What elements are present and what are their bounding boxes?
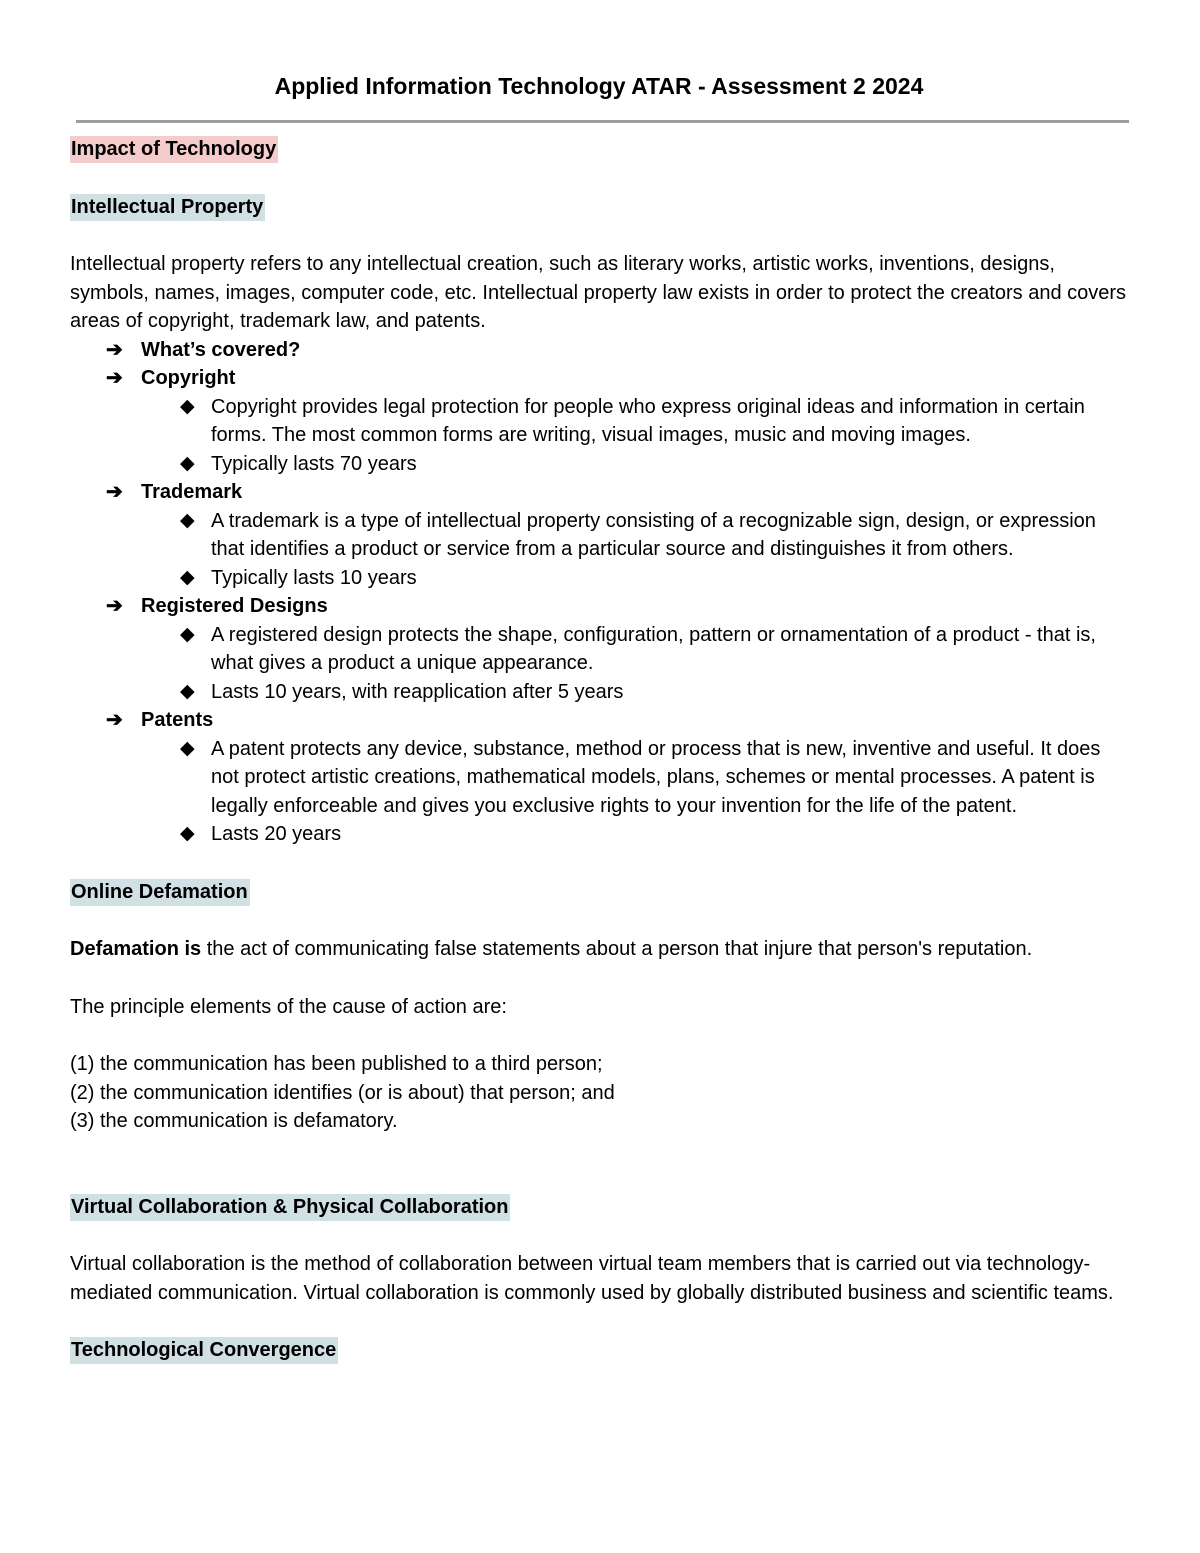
list-item <box>176 735 1128 821</box>
list-item-patents <box>106 706 1128 849</box>
defamation-element: (2) the communication identifies (or is about) that person; and <box>70 1081 615 1104</box>
impact-section <box>70 135 1128 164</box>
list-item <box>176 564 1128 593</box>
registered-designs-sublist <box>141 621 1128 707</box>
diamond-bullet-icon: ◆ <box>180 452 195 474</box>
arrow-right-icon: ➔ <box>106 709 123 731</box>
diamond-bullet-icon: ◆ <box>180 680 195 702</box>
defamation-heading: Online Defamation <box>70 879 250 906</box>
registered-designs-item-text: A registered design protects the shape, configuration, pattern or ornamentation of a product - that is, what gives a product a unique appearance. <box>211 623 1096 674</box>
collaboration-heading: Virtual Collaboration & Physical Collaboration <box>70 1194 510 1221</box>
collaboration-paragraph: Virtual collaboration is the method of collaboration between virtual team members that is carried out via technology-mediated communication. Virtual collaboration is commonly used by globally distributed business and scientific teams. <box>70 1253 1114 1304</box>
ip-section <box>70 193 1128 222</box>
list-item <box>176 507 1128 564</box>
diamond-bullet-icon: ◆ <box>180 623 195 645</box>
list-item-trademark <box>106 478 1128 592</box>
defamation-intro: The principle elements of the cause of action are: <box>70 995 507 1018</box>
defamation-element: (1) the communication has been published to a third person; <box>70 1053 603 1075</box>
document-title: Applied Information Technology ATAR - Assessment 2 2024 <box>274 73 924 99</box>
list-item-registered-designs <box>106 592 1128 706</box>
trademark-item-text: A trademark is a type of intellectual property consisting of a recognizable sign, design, or expression that identifies a product or service from a particular source and distinguishes it from others. <box>211 509 1096 560</box>
defamation-definition: the act of communicating false statements about a person that injure that person's reputation. <box>201 938 1033 960</box>
impact-heading: Impact of Technology <box>70 136 278 163</box>
list-item <box>176 678 1128 707</box>
arrow-right-icon: ➔ <box>106 481 123 503</box>
diamond-bullet-icon: ◆ <box>180 395 195 417</box>
list-item <box>176 621 1128 678</box>
patents-sublist <box>141 735 1128 849</box>
trademark-sublist <box>141 507 1128 593</box>
trademark-label: Trademark <box>141 481 243 503</box>
defamation-definition-paragraph <box>70 935 1128 964</box>
copyright-sublist <box>141 393 1128 479</box>
copyright-item-text: Copyright provides legal protection for people who express original ideas and information in certain forms. The most common forms are writing, visual images, music and moving images. <box>211 395 1085 446</box>
whats-covered-label: What’s covered? <box>141 338 301 361</box>
ip-list <box>70 336 1128 849</box>
defamation-section <box>70 878 1128 907</box>
registered-designs-label: Registered Designs <box>141 595 328 617</box>
copyright-item-text: Typically lasts 70 years <box>211 452 417 475</box>
diamond-bullet-icon: ◆ <box>180 823 195 844</box>
arrow-right-icon: ➔ <box>106 595 123 617</box>
collaboration-section <box>70 1193 1128 1222</box>
arrow-right-icon: ➔ <box>106 338 123 361</box>
trademark-item-text: Typically lasts 10 years <box>211 566 417 589</box>
copyright-label: Copyright <box>141 367 236 389</box>
diamond-bullet-icon: ◆ <box>180 737 195 759</box>
defamation-term: Defamation is <box>70 938 202 960</box>
list-item-copyright <box>106 364 1128 478</box>
defamation-element: (3) the communication is defamatory. <box>70 1110 398 1132</box>
patents-item-text: Lasts 20 years <box>211 823 342 845</box>
list-item <box>176 450 1128 479</box>
patents-label: Patents <box>141 709 214 731</box>
diamond-bullet-icon: ◆ <box>180 566 195 588</box>
list-item <box>176 393 1128 450</box>
convergence-section <box>70 1336 1128 1365</box>
convergence-heading: Technological Convergence <box>70 1337 338 1364</box>
ip-paragraph: Intellectual property refers to any intellectual creation, such as literary works, artistic works, inventions, designs, symbols, names, images, computer code, etc. Intellectual property law exists in order to protect the creators and covers areas of copyright, trademark law, and patents. <box>70 253 1127 332</box>
arrow-right-icon: ➔ <box>106 367 123 389</box>
patents-item-text: A patent protects any device, substance, method or process that is new, inventive and useful. It does not protect artistic creations, mathematical models, plans, schemes or mental processes. A patent is legally enforceable and gives you exclusive rights to your invention for the life of the patent. <box>211 737 1101 817</box>
registered-designs-item-text: Lasts 10 years, with reapplication after 5 years <box>211 680 624 703</box>
list-item-whats-covered <box>106 336 1128 365</box>
defamation-elements <box>70 1050 1128 1136</box>
ip-heading: Intellectual Property <box>70 194 265 221</box>
diamond-bullet-icon: ◆ <box>180 509 195 531</box>
list-item <box>176 820 1128 849</box>
